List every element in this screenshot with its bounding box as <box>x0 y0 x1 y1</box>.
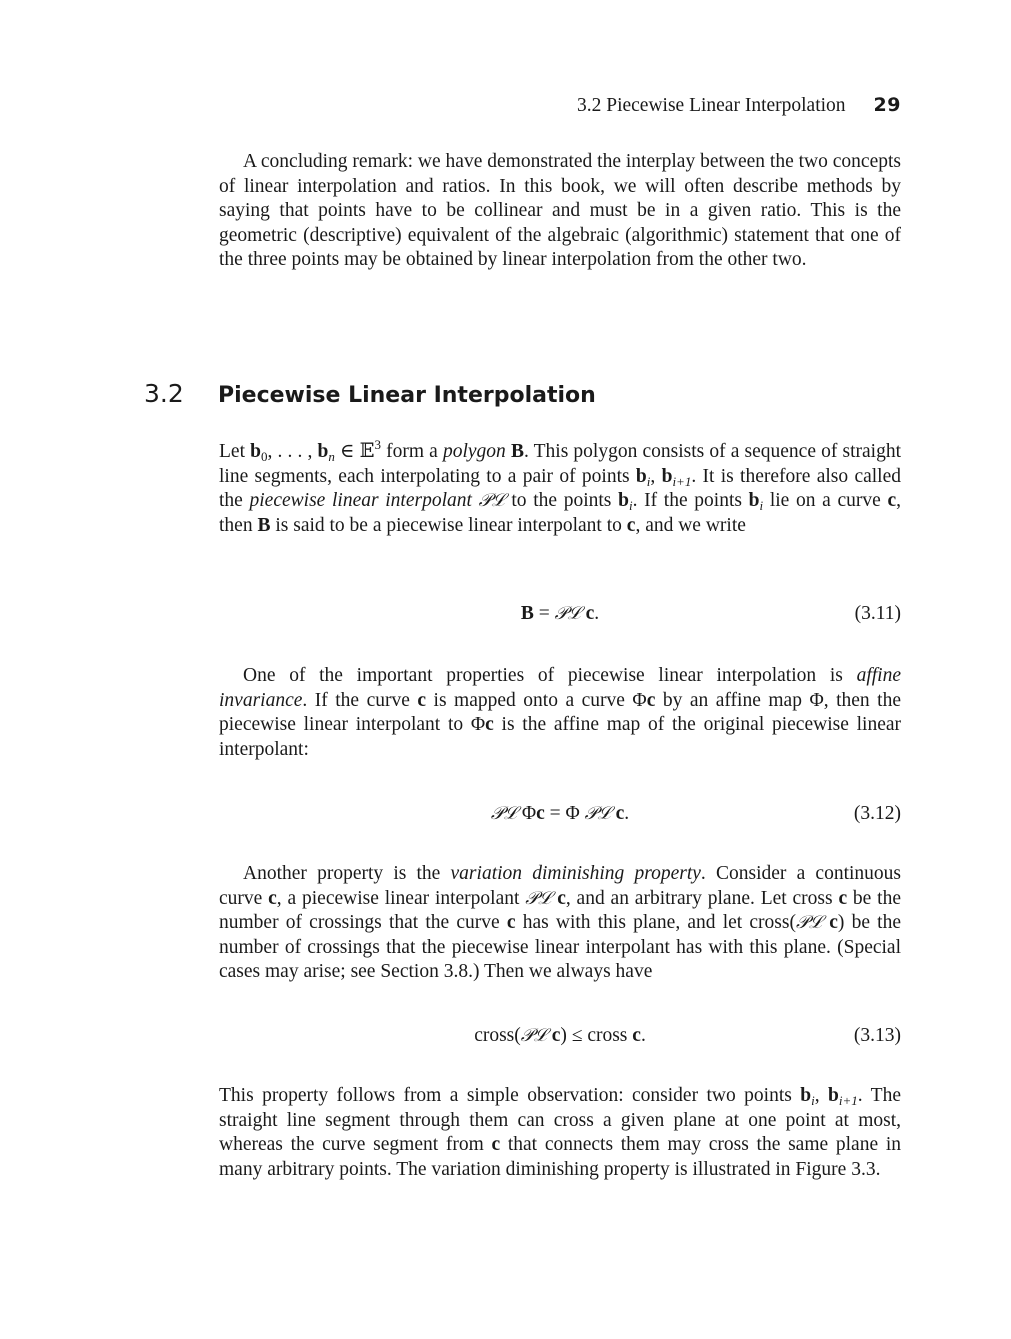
section-heading <box>144 378 904 410</box>
paragraph-variation-diminishing: Another property is the variation diminishing property. Consider a continuous curve c, a piecewise linear interpolant 𝒫ℒ c, and an arbitrary plane. Let cross c be the number of crossings that the curve c has with this plane, and let cross(𝒫ℒ c) be the number of crossings that the piecewise linear interpolant has with this plane. (Special cases may arise; see Section 3.8.) Then we always have <box>219 863 901 983</box>
term-affine-invariance: affine invariance <box>219 665 901 711</box>
equation-3-12 <box>219 800 901 828</box>
equation-number: (3.12) <box>853 803 901 824</box>
running-head <box>219 91 901 119</box>
paragraph-affine-invariance: One of the important properties of piecewise linear interpolation is affine invariance. If the curve c is mapped onto a curve Φc by an affine map Φ, then the piecewise linear interpolant to Φc is the affine map of the original piecewise linear interpolant: <box>219 665 901 760</box>
section-number: 3.2 <box>144 379 184 408</box>
section-title: Piecewise Linear Interpolation <box>218 383 596 408</box>
running-title: 3.2 Piecewise Linear Interpolation <box>576 95 846 116</box>
term-polygon: polygon <box>442 441 506 462</box>
equation-number: (3.13) <box>853 1025 901 1046</box>
equation-number: (3.11) <box>854 603 901 624</box>
equation-3-13 <box>219 1022 901 1050</box>
equation-body: 𝒫ℒ Φc = Φ 𝒫ℒ c. <box>490 803 630 824</box>
paragraph-observation: This property follows from a simple observation: consider two points $b_i$, $b_{i+1}$. The straight line segment through them can cross a given plane at one point at most, whereas the curve segment from c that connects them may cross the same plane in many arbitrary points. The variation diminishing property is illustrated in Figure 3.3. <box>219 1085 901 1180</box>
term-variation-diminishing-property: variation diminishing property <box>450 863 701 884</box>
paragraph-polygon-definition: Let $b_0$, . . . , $b_n$ ∈ 𝔼$^3$ form a polygon B. This polygon consists of a sequence of straight line segments, each interpolating to a pair of points $b_i$, $b_{i+1}$. It is therefore also called the piecewise linear interpolant 𝒫ℒ to the points $b_i$. If the points $b_i$ lie on a curve c, then B is said to be a piecewise linear interpolant to c, and we write <box>219 437 902 536</box>
paragraph-concluding-remark: A concluding remark: we have demonstrated the interplay between the two concepts of linear interpolation and ratios. In this book, we will often describe methods by saying that points have to be collinear and must be in a given ratio. This is the geometric (descriptive) equivalent of the algebraic (algorithmic) statement that one of the three points may be obtained by linear interpolation from the other two. <box>219 151 901 271</box>
equation-body: cross(𝒫ℒ c) ≤ cross c. <box>474 1025 646 1046</box>
page-number: 29 <box>873 94 901 116</box>
equation-3-11 <box>219 600 901 628</box>
equation-body: B = 𝒫ℒ c. <box>520 603 600 624</box>
term-piecewise-linear-interpolant: piecewise linear interpolant <box>249 490 472 512</box>
